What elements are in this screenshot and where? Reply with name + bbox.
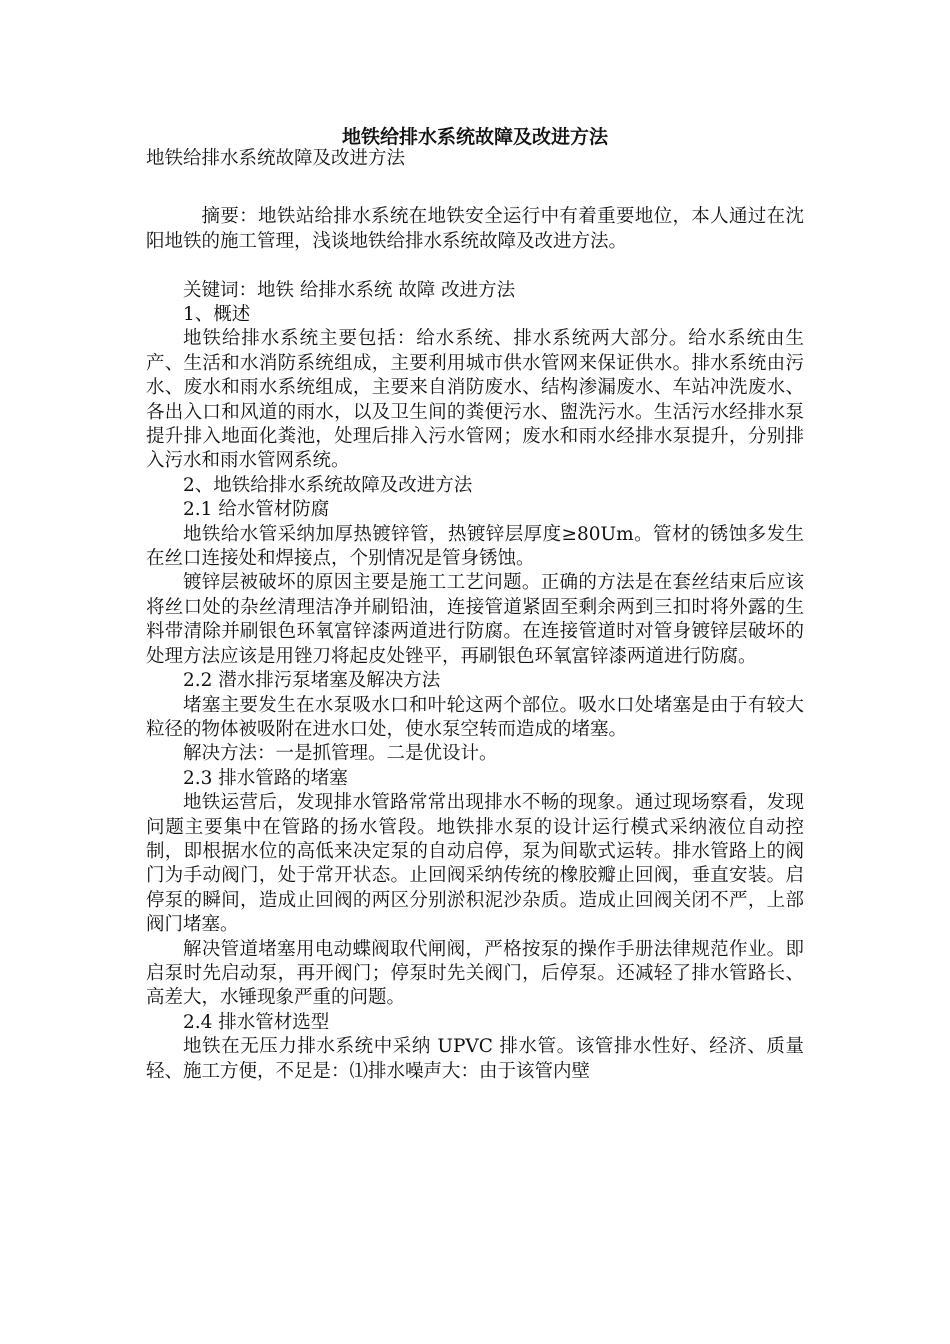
keywords-line: 关键词：地铁 给排水系统 故障 改进方法 [183,279,516,301]
body-paragraph: 堵塞主要发生在水泵吸水口和叶轮这两个部位。吸水口处堵塞是由于有较大粒径的物体被吸附在进水口处，使水泵空转而造成的堵塞。 [146,694,804,740]
document-title: 地铁给排水系统故障及改进方法 [341,126,608,148]
document-subtitle: 地铁给排水系统故障及改进方法 [146,148,406,169]
body-paragraph: 地铁给水管采纳加厚热镀锌管，热镀锌层厚度≥80Um。管材的锈蚀多发生在丝口连接处和焊接点，个别情况是管身锈蚀。 [146,523,804,570]
body-paragraph: 地铁在无压力排水系统中采纳 UPVC 排水管。该管排水性好、经济、质量轻、施工方便，不足是：⑴排水噪声大：由于该管内壁 [146,1036,804,1082]
subsection-heading: 2.3 排水管路的堵塞 [183,767,348,789]
body-paragraph: 解决方法：一是抓管理。二是优设计。 [183,743,498,765]
body-paragraph: 地铁给排水系统主要包括：给水系统、排水系统两大部分。给水系统由生产、生活和水消防系统组成，主要利用城市供水管网来保证供水。排水系统由污水、废水和雨水系统组成，主要来自消防废水、结构渗漏废水、车站冲洗废水、各出入口和风道的雨水，以及卫生间的粪便污水、盥洗污水。生活污水经排水泵提升排入地面化粪池，处理后排入污水管网；废水和雨水经排水泵提升，分别排入污水和雨水管网系统。 [146,328,804,472]
section-heading: 2、地铁给排水系统故障及改进方法 [183,474,473,496]
body-paragraph: 解决管道堵塞用电动蝶阀取代闸阀，严格按泵的操作手册法律规范作业。即启泵时先启动泵，再开阀门；停泵时先关阀门，后停泵。还减轻了排水管路长、高差大，水锤现象严重的问题。 [146,938,804,1009]
subsection-heading: 2.4 排水管材选型 [183,1011,330,1033]
abstract-paragraph: 摘要：地铁站给排水系统在地铁安全运行中有着重要地位，本人通过在沈阳地铁的施工管理，浅谈地铁给排水系统故障及改进方法。 [146,206,804,252]
body-paragraph: 镀锌层被破坏的原因主要是施工工艺问题。正确的方法是在套丝结束后应该将丝口处的杂丝清理洁净并刷铅油，连接管道紧固至剩余两到三扣时将外露的生料带清除并刷银色环氧富锌漆两道进行防腐。在连接管道时对管身镀锌层破坏的处理方法应该是用锉刀将起皮处锉平，再刷银色环氧富锌漆两道进行防腐。 [146,572,804,667]
subsection-heading: 2.1 给水管材防腐 [183,499,330,521]
body-paragraph: 地铁运营后，发现排水管路常常出现排水不畅的现象。通过现场察看，发现问题主要集中在管路的扬水管段。地铁排水泵的设计运行模式采纳液位自动控制，即根据水位的高低来决定泵的自动启停，泵为间歇式运转。排水管路上的阀门为手动阀门，处于常开状态。止回阀采纳传统的橡胶瓣止回阀，垂直安装。启停泵的瞬间，造成止回阀的两区分别淤积泥沙杂质。造成止回阀关闭不严，上部阀门堵塞。 [146,792,804,936]
spacer [146,254,804,278]
document-body [146,147,804,1084]
section-heading: 1、概述 [183,304,251,326]
subsection-heading: 2.2 潜水排污泵堵塞及解决方法 [183,670,441,692]
spacer [146,171,804,205]
